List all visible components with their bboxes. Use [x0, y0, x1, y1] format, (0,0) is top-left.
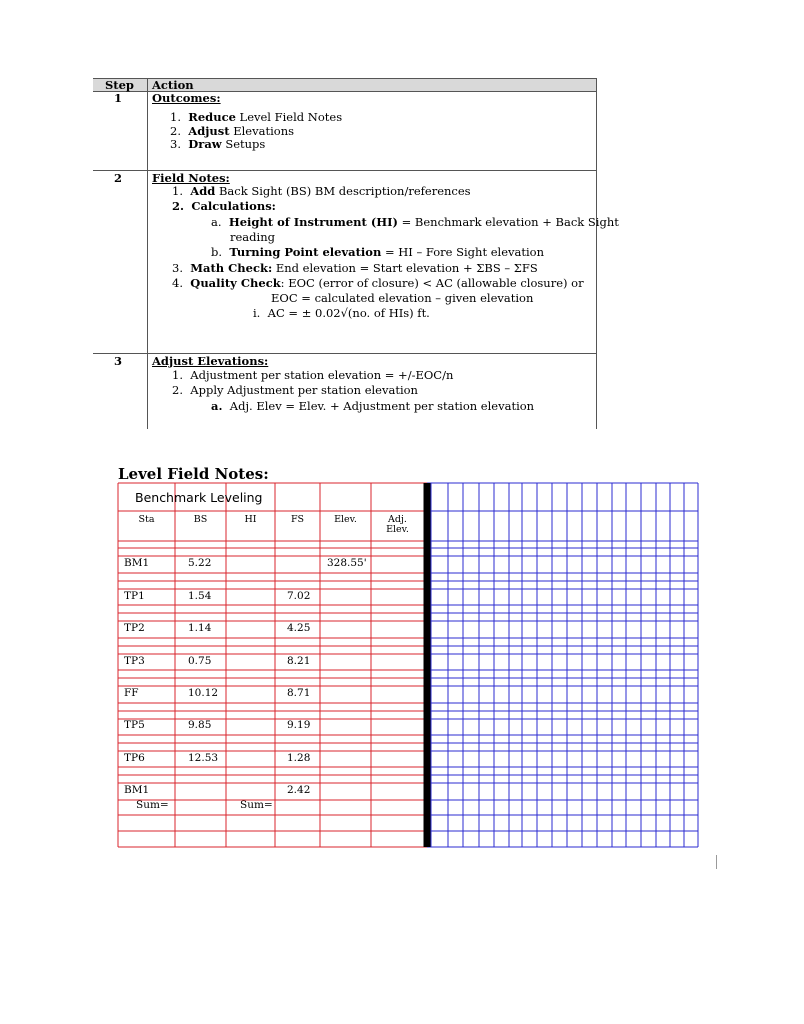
- step1-heading: Outcomes:: [152, 91, 221, 105]
- row-foresight: 9.19: [287, 719, 311, 731]
- step3-subitem: a. Adj. Elev = Elev. + Adjustment per station elevation: [211, 399, 535, 413]
- row-station: BM1: [124, 784, 150, 796]
- step3-item: 2. Apply Adjustment per station elevation: [172, 383, 418, 397]
- step2-heading: Field Notes:: [152, 171, 230, 185]
- row-foresight: 8.71: [287, 687, 311, 699]
- col-header-adj-elev: Elev.: [386, 524, 409, 535]
- sum-bs-label: Sum=: [136, 799, 169, 811]
- step2-item: 4. Quality Check: EOC (error of closure) < AC (allowable closure) or: [172, 276, 584, 290]
- row-foresight: 1.28: [287, 752, 311, 764]
- field-notes-title: Level Field Notes:: [118, 465, 269, 483]
- row-elevation: 328.55': [327, 557, 367, 569]
- step2-item: 3. Math Check: End elevation = Start elevation + ΣBS – ΣFS: [172, 261, 538, 275]
- step-header: Step: [105, 78, 134, 92]
- step2-subitem-cont: reading: [230, 230, 275, 244]
- action-header: Action: [152, 78, 194, 92]
- step1-item: 2. Adjust Elevations: [170, 124, 294, 138]
- row-station: FF: [124, 687, 139, 699]
- col-header-fs: FS: [290, 514, 305, 525]
- row-backsight: 1.54: [188, 590, 212, 602]
- step-number: 3: [114, 354, 123, 368]
- row-backsight: 5.22: [188, 557, 212, 569]
- col-header-hi: HI: [244, 514, 257, 525]
- step2-item: 2. Calculations:: [172, 199, 276, 213]
- col-header-adj: Adj.: [388, 514, 407, 525]
- row-foresight: 8.21: [287, 655, 311, 667]
- row-station: TP2: [124, 622, 145, 634]
- row-station: BM1: [124, 557, 150, 569]
- row-foresight: 4.25: [287, 622, 311, 634]
- step-number: 1: [114, 91, 123, 105]
- field-notes-subtitle: Benchmark Leveling: [135, 490, 263, 505]
- text-cursor: [716, 855, 717, 869]
- row-backsight: 0.75: [188, 655, 212, 667]
- col-header-bs: BS: [193, 514, 208, 525]
- row-foresight: 2.42: [287, 784, 311, 796]
- step3-item: 1. Adjustment per station elevation = +/-EOC/n: [172, 368, 454, 382]
- row-station: TP5: [124, 719, 145, 731]
- row-backsight: 9.85: [188, 719, 212, 731]
- step2-item: 1. Add Back Sight (BS) BM description/references: [172, 184, 471, 198]
- sum-fs-label: Sum=: [240, 799, 273, 811]
- step3-heading: Adjust Elevations:: [152, 354, 269, 368]
- step1-item: 3. Draw Setups: [170, 137, 266, 151]
- row-backsight: 1.14: [188, 622, 212, 634]
- step2-subitem: i. AC = ± 0.02√(no. of HIs) ft.: [253, 306, 430, 320]
- step-number: 2: [114, 171, 123, 185]
- row-foresight: 7.02: [287, 590, 311, 602]
- row-backsight: 12.53: [188, 752, 219, 764]
- step1-item: 1. Reduce Level Field Notes: [170, 110, 343, 124]
- step2-subitem: a. Height of Instrument (HI) = Benchmark elevation + Back Sight: [211, 215, 619, 229]
- step2-subitem: b. Turning Point elevation = HI – Fore Sight elevation: [211, 245, 544, 259]
- row-backsight: 10.12: [188, 687, 219, 699]
- col-header-sta: Sta: [138, 514, 155, 525]
- row-station: TP1: [124, 590, 145, 602]
- col-header-elev: Elev.: [334, 514, 357, 525]
- row-station: TP3: [124, 655, 145, 667]
- step2-item-cont: EOC = calculated elevation – given elevation: [271, 291, 534, 305]
- row-station: TP6: [124, 752, 145, 764]
